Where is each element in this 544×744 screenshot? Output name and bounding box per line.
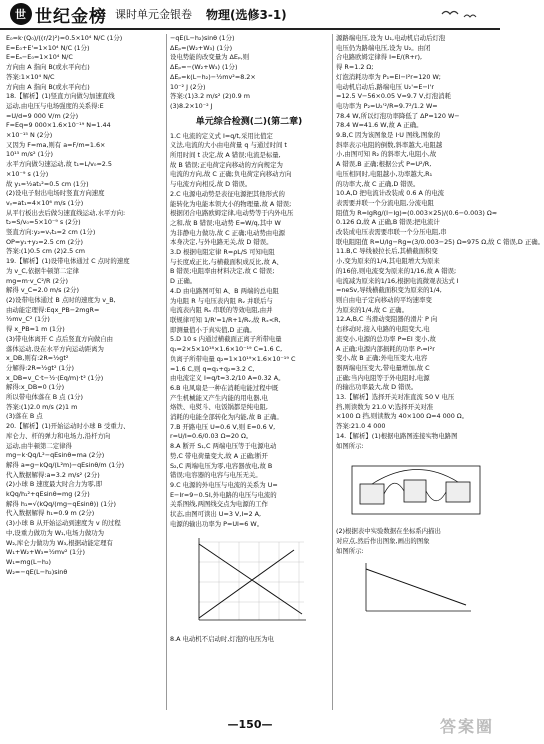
text-line: A 正确;电源内部损耗的功率 Pᵣ=I²r: [336, 344, 435, 353]
text-line: 10⁻² J (2分): [170, 82, 206, 91]
text-line: 由动能定理得:Eqx_PB−2mgR=: [6, 305, 100, 314]
text-line: 状态,由图可读出 U=3 V,I=2 A,: [170, 510, 262, 519]
text-line: 答案:21.0 4 000: [336, 422, 386, 431]
text-line: W₂=−qE(L−h₂)sinθ: [6, 567, 68, 576]
text-line: 小,变为原来的1/4,其电阻增大为原来: [336, 257, 440, 266]
text-line: OP=y₁+y₂=2.5 cm (2分): [6, 237, 84, 246]
text-line: 与电流方向相反,故 D 错误。: [170, 180, 252, 189]
text-line: E₀=k·(Q₀)/((r/2)²)=0.5×10⁴ N/C (1分): [6, 34, 123, 42]
text-line: 0.126 Ω,故 A 正确,B 错误;把电流计: [336, 218, 440, 227]
question-line: 8.A 电动机不启动时,灯泡的电压为电: [170, 635, 274, 644]
text-line: (3)落在 B 点: [6, 412, 43, 421]
text-line: 斜率表示电阻的倒数,斜率越大,电阻越: [336, 140, 443, 149]
series-title: 课时单元金银卷: [115, 8, 192, 21]
text-line: 产生机械能又产生内能的用电器,电: [170, 393, 268, 402]
text-line: 方向由 A 指向 B(或水平向右): [6, 63, 90, 72]
text-line: 之和,故 B 错误;电动势 E=W/q,其中 W: [170, 218, 281, 227]
text-line: ×10⁻⁹ s (1分): [6, 169, 49, 178]
text-line: 13.【解析】选择开关对准直流 50 V 电压: [336, 393, 455, 402]
text-line: 20.【解析】(1)开始运动时小球 B 受重力、: [6, 422, 130, 431]
page-header: [0, 0, 500, 30]
text-line: A 错误,B 正确;根据公式 P=U²/R,: [336, 160, 432, 169]
text-line: 中,设重力做功为 W₁,电场力做功为: [6, 528, 105, 537]
birds-decoration-icon: [440, 6, 480, 22]
text-line: 电压相同时,电阻越小,功率越大,R₁: [336, 169, 433, 178]
text-line: 得 R=1.2 Ω;: [336, 63, 374, 72]
text-line: 解得 a=g−kQq/(L²m)−qEsinθ/m (1分): [6, 460, 125, 469]
text-line: 答案:1×10⁴ N/C: [6, 72, 55, 81]
text-line: −qE(L−h₂)sinθ (1分): [170, 34, 235, 42]
text-line: E=E₀+E'=1×10⁴ N/C (1分): [6, 43, 90, 52]
text-line: 则自由电子定向移动的平均速率变: [336, 295, 432, 304]
text-line: =12.5 V−56×0.05 V=9.7 V,灯泡消耗: [336, 92, 451, 101]
text-line: 2.C 电源电动势是表征电源把其他形式的: [170, 189, 285, 198]
text-line: mg−k·Qq/L²−qEsinθ=ma (2分): [6, 451, 105, 460]
text-line: =neSv,导线横截面积变为原来的1/4,: [336, 286, 442, 295]
text-line: E=Eₐ−E₀=1×10⁴ N/C: [6, 53, 73, 62]
text-line: 方向由 A 指向 B(或水平向右): [6, 82, 90, 91]
text-line: 与长度成正比,与横截面积成反比,故 A、: [170, 257, 283, 266]
text-line: 9.B,C 因为该图象是 I·U 图线,图象的: [336, 131, 440, 140]
text-line: 设电势能的改变量为 ΔEₚ,则: [170, 53, 250, 62]
text-line: 答案:(1)0.5 cm (2)2.5 cm: [6, 247, 85, 256]
text-line: 10.A,D 把电流计改装成 0.6 A 的电流: [336, 189, 445, 198]
text-line: 根据闭合电路欧姆定律,电动势等于内外电压: [170, 209, 294, 218]
text-line: (2)小球 B 速度最大时合力为零,即: [6, 480, 103, 489]
text-line: r=U/I=0.6/0.03 Ω=20 Ω。: [170, 432, 253, 441]
text-line: 又因为 F=ma,则有 a=F/m=1.6×: [6, 140, 106, 149]
text-line: (2)根据表中实验数据在坐标系内描出: [336, 527, 441, 536]
text-line: 落体运动,设在水平方向运动距离为: [6, 344, 104, 353]
text-line: (3)小球 B 从开始运动到速度为 v 的过程: [6, 519, 121, 528]
text-line: 7.B 开路电压 U=0.6 V,则 E=0.6 V,: [170, 422, 276, 431]
text-line: 电流表内阻 Rₐ 串联的等效电阻,由并: [170, 306, 273, 315]
subject-title: 物理(选修3-1): [206, 7, 287, 22]
text-line: 联规律可知 1/R'=1/R+1/Rᵥ,故 Rₓ<R,: [170, 315, 281, 324]
result-graph-figure: [356, 559, 476, 619]
text-line: 即测量值小于真实值,D 正确。: [170, 325, 256, 334]
text-line: 关系图线,两图线交点为电源的工作: [170, 500, 268, 509]
text-line: 得 x_PB=1 m (1分): [6, 325, 65, 334]
text-line: 答案:(1)2.0 m/s (2)1 m: [6, 402, 78, 411]
text-line: (2)设电子射出电场时竖直方向速度: [6, 189, 105, 198]
text-line: 水平方向做匀速运动,故 t₁=L/v₀=2.5: [6, 160, 112, 169]
text-line: E−Ir=9−0.5I,外电路的电压与电流的: [170, 490, 277, 499]
text-line: (3)8.2×10⁻² J: [170, 101, 213, 110]
text-line: 78.4 W=41.6 W,故 A 正确。: [336, 121, 423, 130]
text-line: =1.6 C,则 q=q₁+q₂=3.2 C,: [170, 364, 255, 373]
text-line: ΔEₚ=k(L−h₂)−½mv²=8.2×: [170, 72, 256, 81]
text-line: 电功率为 P₂=U₂'²/R=9.7²/1.2 W=: [336, 101, 438, 110]
text-line: x_DB,则有:2R=½gt²: [6, 354, 69, 363]
text-line: 故 B 错误;正电荷定向移动的方向规定为: [170, 160, 283, 169]
text-line: 运动,由牛顿第二定律得: [6, 441, 72, 450]
text-line: 电动机启动后,路端电压 U₂'=E−I'r: [336, 82, 434, 91]
text-line: x_DB=v_C·t−½·(Eq/m)·t² (1分): [6, 373, 104, 382]
text-line: 解得 v_C=2.0 m/s (2分): [6, 286, 79, 295]
text-line: ΔEₚ=(W₂+W₃) (1分): [170, 43, 233, 52]
text-line: S₂,C 两端电压为零,电容器放电,故 B: [170, 461, 273, 470]
text-line: W₂,库仑力做功为 W₃,根据动能定理有: [6, 538, 113, 547]
text-line: 为 v_C,依据牛顿第二定律: [6, 266, 80, 275]
text-line: 由电流定义 I=q/t=3.2/10 A=0.32 A。: [170, 374, 285, 383]
text-line: 6.B 电风扇是一种在消耗电能过程中既: [170, 383, 279, 392]
text-line: 解得:x_DB=0 (1分): [6, 383, 65, 392]
section-title: 单元综合检测(二)(第二章): [195, 116, 303, 127]
text-line: 错误;电容器的电容与电压无关。: [170, 471, 262, 480]
text-line: 器两端电压变大,带电量增加,故 C: [336, 363, 430, 372]
circuit-diagram-figure: [346, 454, 486, 524]
text-line: D 正确。: [170, 277, 197, 286]
text-line: 势,C 带电荷量变大,故 A 正确;断开: [170, 451, 268, 460]
text-line: 灯泡消耗功率为 P₁=EI−I²r=120 W;: [336, 72, 441, 81]
text-line: 流变小,电源的总功率 P=EI 变小,故: [336, 334, 436, 343]
text-line: 右移动时,接入电路的电阻变大,电: [336, 325, 430, 334]
text-line: 源路端电压,设为 U₁,电动机启动后灯泡: [336, 34, 446, 42]
text-line: 从平行板出去后做匀速直线运动,水平方向:: [6, 208, 126, 217]
text-line: 解得 h₁=√(kQq/(mg−qEsinθ)) (1分): [6, 499, 117, 508]
text-line: 故 y₁=½at₁²=0.5 cm (1分): [6, 179, 89, 188]
text-line: vᵧ=at₁=4×10⁶ m/s (1分): [6, 198, 84, 207]
text-line: 4.D 由电路图可知 A、B 两端的总电阻: [170, 286, 279, 295]
text-line: 烙铁、电熨斗、电饭锅都是纯电阻,: [170, 403, 268, 412]
text-line: 的输出功率最大,故 D 错误。: [336, 383, 418, 392]
ui-graph-figure: [184, 532, 314, 632]
text-line: mg=m·v_C²/R (2分): [6, 276, 68, 285]
text-line: 运动,由电压与电场强度的关系得:E: [6, 101, 104, 110]
text-line: 电流的方向,故 C 正确;负电荷定向移动方向: [170, 170, 292, 179]
text-line: 能转化为电能本领大小的物理量,故 A 错误;: [170, 199, 292, 208]
text-line: 分解得:2R=½gt² (1分): [6, 363, 74, 372]
text-line: 对应点,然后作出图象,画出的图象: [336, 536, 430, 545]
text-line: 义法,电流的大小由电荷量 q 与通过时间 t: [170, 141, 287, 150]
text-line: q₁=2×5×10¹⁸×1.6×10⁻¹⁹ C=1.6 C,: [170, 345, 283, 354]
text-line: 合电路欧姆定律得 I=E/(R+r),: [336, 53, 423, 62]
text-line: 3.D 根据电阻定律 R=ρL/S 可知电阻: [170, 248, 275, 257]
text-line: B 错误;电阻率由材料决定,故 C 错误;: [170, 267, 275, 276]
text-line: 正确;当内电阻等于外电阻时,电源: [336, 373, 430, 382]
text-line: 本身决定,与外电路无关,故 D 错误。: [170, 238, 273, 247]
text-line: kQq/h₁²+qEsinθ=mg (2分): [6, 490, 90, 499]
text-line: 为原来的1/4,故 C 正确。: [336, 305, 408, 314]
text-line: 所用时间 t 决定,故 A 错误;电流是标量,: [170, 151, 281, 160]
text-line: 电流减为原来的1/16,根据电流微观表达式 I: [336, 276, 459, 285]
text-line: 所以带电体落在 B 点 (1分): [6, 393, 84, 402]
text-line: 11.B,C 导线被拉长后,其横截面积变: [336, 247, 438, 256]
text-line: 19.【解析】(1)设带电体通过 C 点时的速度: [6, 257, 130, 266]
text-line: 答案:(1)3.2 m/s² (2)0.9 m: [170, 92, 250, 101]
text-line: 78.4 W,所以灯泡功率降低了 ΔP=120 W−: [336, 111, 460, 120]
text-line: 表需要并联一个分流电阻,分流电阻: [336, 198, 434, 207]
text-line: t₂=S/v₀=5×10⁻⁹ s (2分): [6, 218, 81, 227]
watermark: 答案圈: [439, 717, 494, 736]
brand-logo: [10, 2, 107, 27]
text-line: 如图所示:: [336, 546, 364, 555]
text-line: 1.C 电流的定义式 I=q/t,采用比值定: [170, 131, 273, 140]
text-line: 如图所示:: [336, 441, 364, 450]
text-line: 库仑力、杆的弹力和电场力,沿杆方向: [6, 431, 111, 440]
text-line: 14.【解析】(1)根据电路图连接实物电路图: [336, 431, 458, 440]
text-line: 联电阻阻值 R=U/Ig−Rg=(3/0.003−25) Ω=975 Ω,故 C 错误,D 正确。: [336, 237, 544, 246]
text-line: 电压仍为路端电压,设为 U₂。由闭: [336, 43, 431, 52]
text-line: W₁=mg(L−h₂): [6, 557, 52, 566]
text-line: 小,由图可知 R₂ 的斜率大,电阻小,故: [336, 150, 437, 159]
text-line: W₁+W₂+W₃=½mv² (1分): [6, 548, 85, 557]
text-line: 变小,故 B 正确;外电压变大,电容: [336, 354, 428, 363]
brand-name: 世纪金榜: [35, 6, 107, 27]
text-line: 挡,则读数为 21.0 V;选择开关对准: [336, 402, 434, 411]
text-line: 8.A 断开 S₁,C 两端电压等于电源电动: [170, 442, 277, 451]
text-line: (2)设带电体通过 B 点时的速度为 v_B,: [6, 295, 116, 304]
text-line: 改装成电压表需要串联一个分压电阻,串: [336, 228, 447, 237]
text-line: =U/d=9 000 V/m (2分): [6, 111, 79, 120]
text-line: 9.C 电源的外电压与电流的关系为 U=: [170, 480, 278, 489]
page-number: —150—: [227, 718, 273, 731]
logo-badge-icon: 世: [10, 3, 32, 25]
text-line: 5.D 10 s 内通过横截面正离子所带电量: [170, 335, 282, 344]
text-line: 竖直方向:y₂=vᵧt₂=2 cm (1分): [6, 228, 96, 237]
text-line: 18.【解析】(1)竖直方向做匀加速直线: [6, 92, 115, 101]
text-line: 代入数据解得:a=3.2 m/s² (2分): [6, 470, 100, 479]
text-line: 代入数据解得 h₁=0.9 m (2分): [6, 509, 95, 518]
text-line: 10¹⁵ m/s² (1分): [6, 150, 54, 159]
text-line: 的16倍,则电流变为原来的1/16,故 A 错误;: [336, 266, 457, 275]
answer-column-1: [6, 34, 164, 710]
text-line: 电源的输出功率为 P=UI=6 W。: [170, 519, 264, 528]
text-line: ×10⁻¹⁵ N (2分): [6, 131, 53, 140]
text-line: 负离子所带电量 q₂=1×10¹⁹×1.6×10⁻¹⁹ C: [170, 354, 296, 363]
answer-column-2: [170, 34, 328, 710]
text-line: ½mv_C² (1分): [6, 315, 50, 324]
text-line: 为电阻 R 与电压表内阻 Rᵥ 并联后与: [170, 296, 273, 305]
text-line: 阻值为 R=IgRg/(I−Ig)=(0.003×25)/(0.6−0.003) Ω≈: [336, 208, 498, 217]
text-line: F=Eq=9 000×1.6×10⁻¹⁹ N=1.44: [6, 121, 111, 130]
text-line: 消耗的电能全部转化为内能,故 B 正确。: [170, 413, 283, 422]
text-line: ×100 Ω 挡,则读数为 40×100 Ω=4 000 Ω。: [336, 412, 469, 421]
text-line: (3)带电体离开 C 点后竖直方向做自由: [6, 334, 114, 343]
text-line: 为非静电力做功,故 C 正确;电动势由电源: [170, 228, 285, 237]
text-line: ΔEₚ=−(W₂+W₃) (1分): [170, 63, 238, 72]
answer-column-3: [336, 34, 544, 710]
text-line: 12.A,B,C 当滑动变阻器的滑片 P 向: [336, 315, 438, 324]
text-line: 的功率大,故 C 正确,D 错误。: [336, 179, 420, 188]
